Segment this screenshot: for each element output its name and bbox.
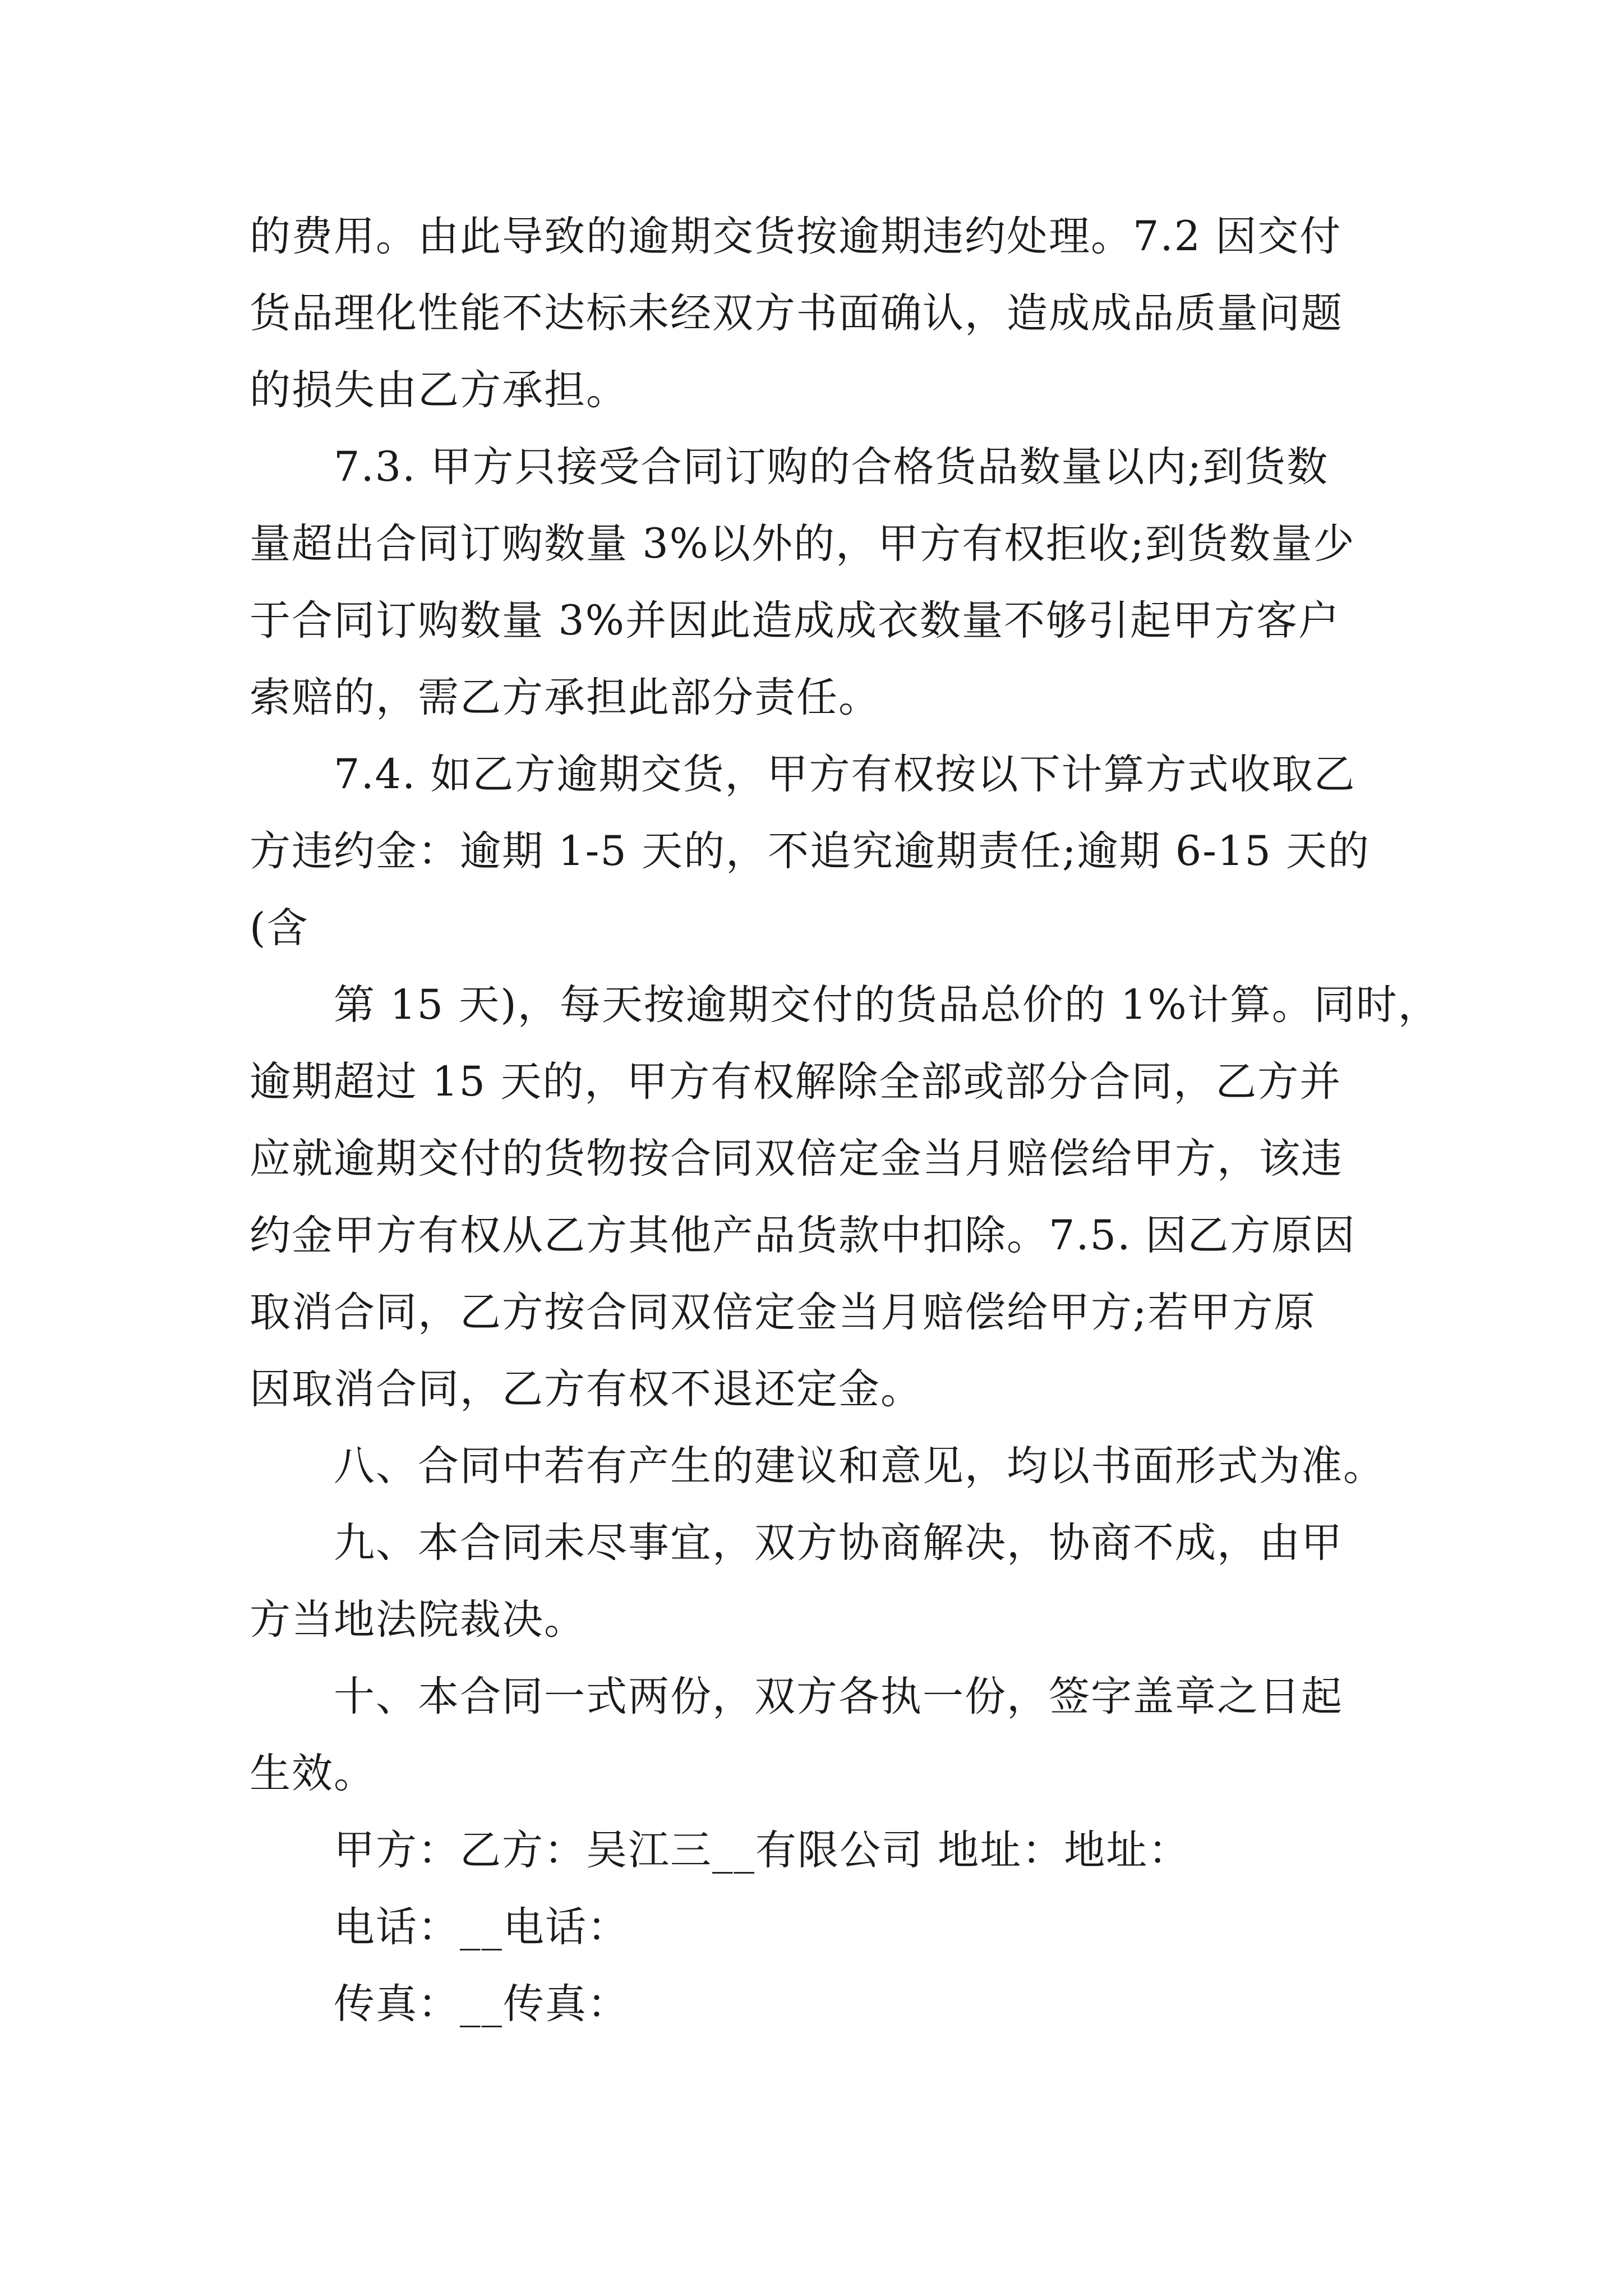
signature-line: 甲方：乙方：吴江三__有限公司 地址：地址： [250,1826,1191,1874]
phone-line: 电话：__电话： [250,1903,629,1951]
text-line: (含 [250,904,309,952]
text-line: 逾期超过 15 天的，甲方有权解除全部或部分合同，乙方并 [250,1058,1342,1106]
text-line: 第 15 天)，每天按逾期交付的货品总价的 1%计算。同时， [250,981,1440,1029]
text-line: 方违约金：逾期 1-5 天的，不追究逾期责任;逾期 6-15 天的 [250,827,1370,875]
contract-body-text [250,198,1440,2042]
text-line: 十、本合同一式两份，双方各执一份，签字盖章之日起 [250,1673,1343,1720]
text-line: 索赔的，需乙方承担此部分责任。 [250,674,880,721]
text-line: 因取消合同，乙方有权不退还定金。 [250,1365,923,1413]
text-line: 量超出合同订购数量 3%以外的，甲方有权拒收;到货数量少 [250,520,1355,568]
text-line: 于合同订购数量 3%并因此造成成衣数量不够引起甲方客户 [250,597,1341,645]
text-line: 的费用。由此导致的逾期交货按逾期违约处理。7.2 因交付 [250,213,1342,260]
text-line: 取消合同，乙方按合同双倍定金当月赔偿给甲方;若甲方原 [250,1289,1316,1336]
text-line: 的损失由乙方承担。 [250,366,628,414]
text-line: 约金甲方有权从乙方其他产品货款中扣除。7.5. 因乙方原因 [250,1212,1356,1259]
text-line: 生效。 [250,1750,376,1797]
text-line: 货品理化性能不达标未经双方书面确认，造成成品质量问题 [250,289,1343,337]
fax-line: 传真：__传真： [250,1980,629,2028]
text-line: 应就逾期交付的货物按合同双倍定金当月赔偿给甲方，该违 [250,1135,1343,1182]
text-line: 7.3. 甲方只接受合同订购的合格货品数量以内;到货数 [250,443,1329,491]
text-line: 7.4. 如乙方逾期交货，甲方有权按以下计算方式收取乙 [250,751,1356,798]
text-line: 八、合同中若有产生的建议和意见，均以书面形式为准。 [250,1442,1385,1490]
text-line: 方当地法院裁决。 [250,1596,586,1644]
text-line: 九、本合同未尽事宜，双方协商解决，协商不成，由甲 [250,1519,1343,1567]
